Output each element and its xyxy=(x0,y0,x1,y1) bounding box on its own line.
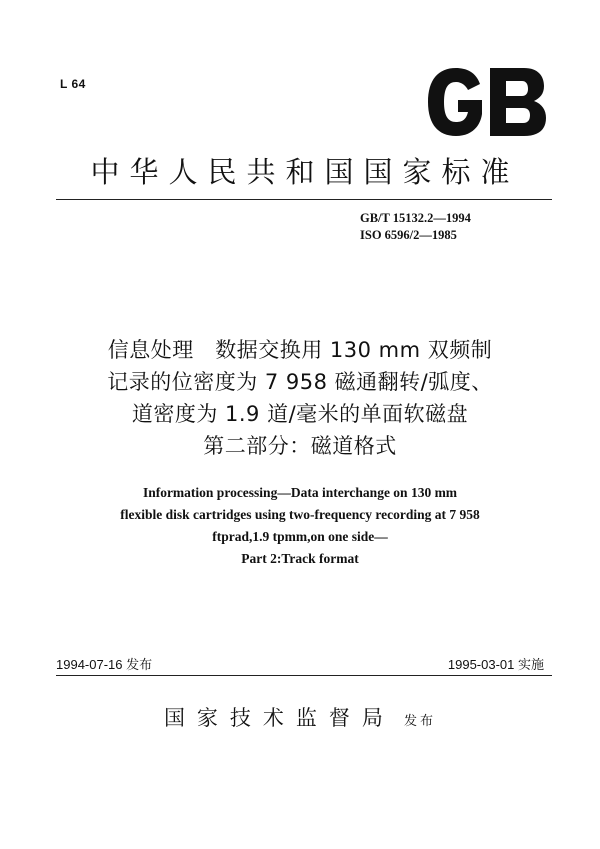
classification-code: L 64 xyxy=(60,77,86,91)
chinese-title-line: 信息处理 数据交换用 130 mm 双频制 xyxy=(107,338,493,362)
chinese-title-line: 记录的位密度为 7 958 磁通翻转/弧度、 xyxy=(107,370,493,394)
english-title-line: flexible disk cartridges using two-frequency recording at 7 958 xyxy=(120,507,480,522)
header-rule xyxy=(56,199,552,200)
issuing-authority: 国家技术监督局 xyxy=(163,706,395,730)
issue-date: 1994-07-16 发布 xyxy=(56,657,153,672)
issuer-block xyxy=(0,702,600,732)
issuer-note: 发布 xyxy=(404,714,437,729)
english-title xyxy=(0,482,600,570)
gb-logo xyxy=(424,64,550,140)
english-title-line: ftprad,1.9 tpmm,on one side— xyxy=(212,529,388,544)
standard-title: 中华人民共和国国家标准 xyxy=(90,155,520,189)
effective-date: 1995-03-01 实施 xyxy=(447,657,544,672)
chinese-title-line: 第二部分：磁道格式 xyxy=(203,434,397,458)
gb-standard-number: GB/T 15132.2—1994 xyxy=(360,211,471,225)
standard-codes xyxy=(360,210,471,244)
english-title-line: Part 2:Track format xyxy=(241,551,359,566)
english-title-line: Information processing—Data interchange on 130 mm xyxy=(142,485,458,500)
iso-standard-number: ISO 6596/2—1985 xyxy=(360,228,457,242)
footer-rule xyxy=(56,675,552,676)
chinese-title xyxy=(0,334,600,462)
chinese-title-line: 道密度为 1.9 道/毫米的单面软磁盘 xyxy=(131,402,469,426)
